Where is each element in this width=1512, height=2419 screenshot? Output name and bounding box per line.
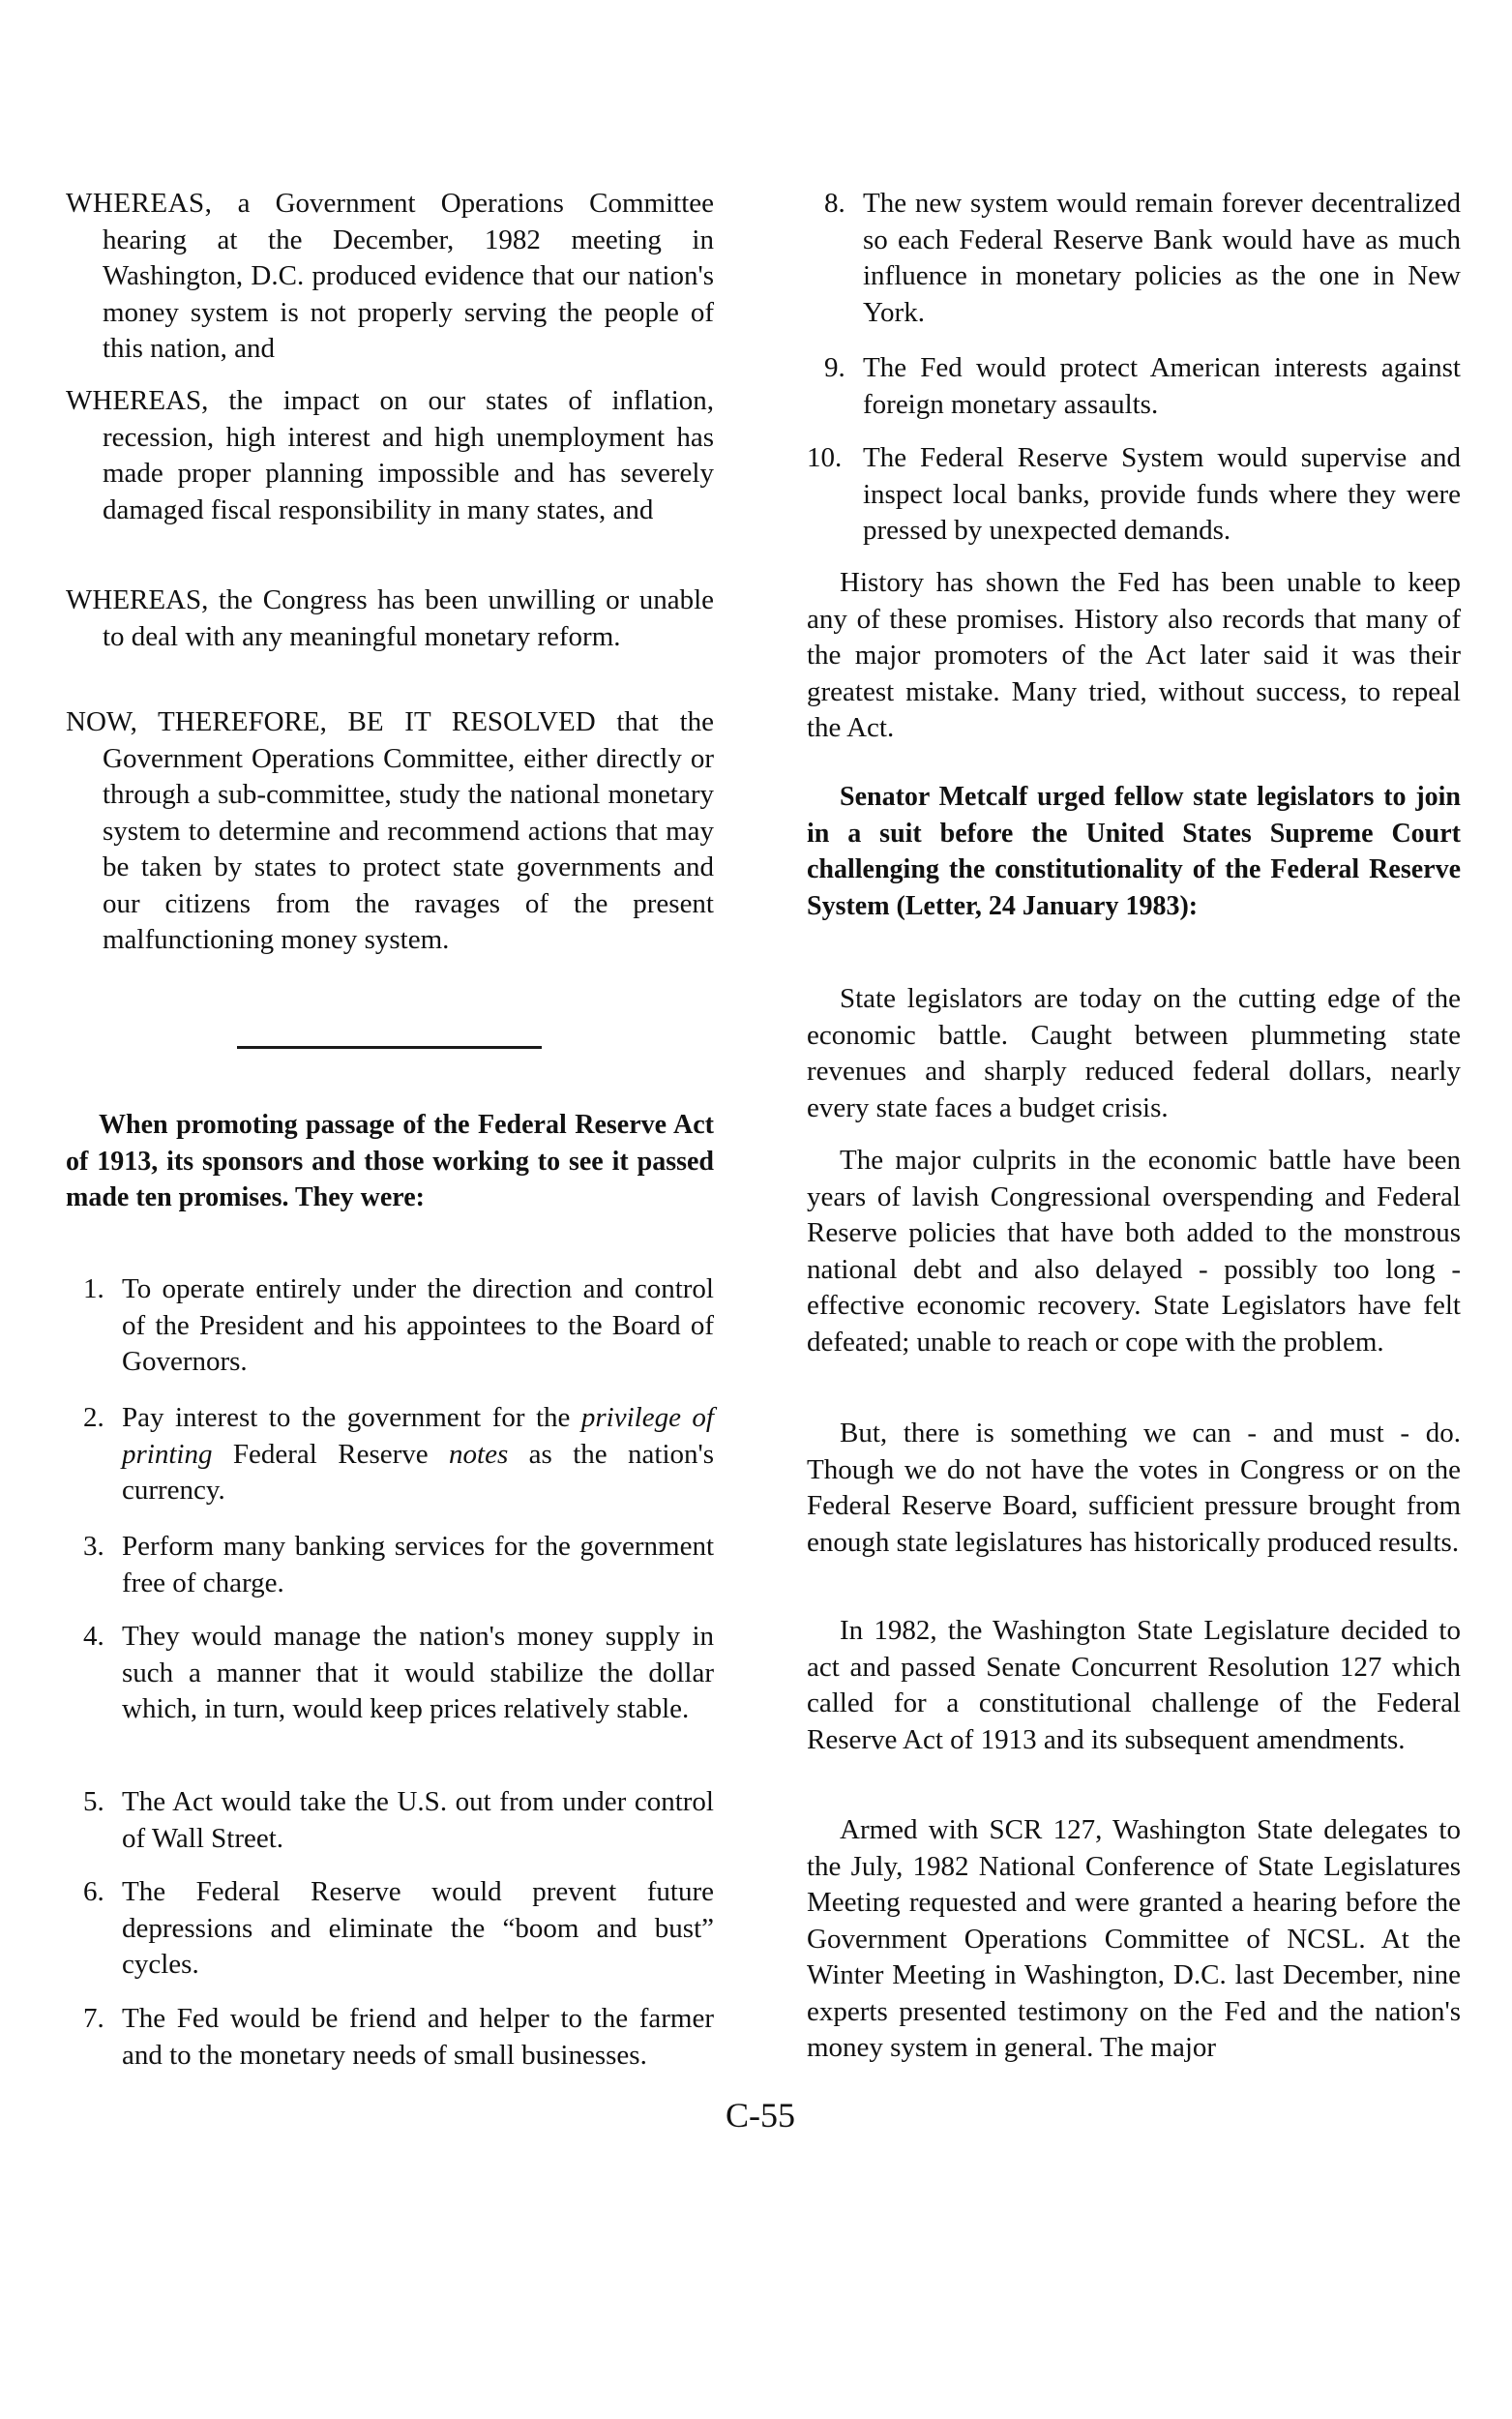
promise-number: 5.: [83, 1786, 104, 1817]
promise-number: 3.: [83, 1531, 104, 1562]
promise-item-3: [66, 1529, 714, 1601]
promise-text: The Fed would protect American interests against foreign monetary assaults.: [863, 352, 1461, 420]
promise-text: Federal Reserve: [232, 1438, 429, 1470]
section-divider: [237, 1046, 542, 1049]
resolution-lead: WHEREAS,: [66, 385, 209, 416]
promise-item-7: [66, 2001, 714, 2074]
promise-item-2: [66, 1400, 714, 1509]
promise-text: Perform many banking services for the government free of charge.: [122, 1531, 714, 1598]
resolution-whereas-2: [66, 383, 714, 528]
promises-intro-heading: When promoting passage of the Federal Reserve Act of 1913, its sponsors and those working to see it passed made ten promises. They were:: [66, 1110, 714, 1212]
promise-text: The Federal Reserve would prevent future depressions and eliminate the “boom and bust” cycles.: [122, 1876, 714, 1980]
promise-number: 9.: [824, 352, 845, 383]
history-paragraph: History has shown the Fed has been unable to keep any of these promises. History also records that many of the major promoters of the Act later said it was their greatest mistake. Many tried, without success, to repeal the Act.: [807, 567, 1461, 743]
resolution-whereas-1: [66, 186, 714, 368]
resolution-whereas-3: [66, 582, 714, 655]
resolution-text: that the Government Operations Committee, either directly or through a sub-committee, study the national monetary system to determine and recommend actions that may be taken by states to protect state governments and our citizens from the ravages of the present malfunctioning money system.: [103, 706, 714, 955]
promise-text-italic: privilege of printing: [122, 1402, 714, 1470]
promise-item-8: [807, 186, 1461, 331]
resolution-lead: NOW, THEREFORE, BE IT RESOLVED: [66, 706, 596, 737]
resolution-text: the Congress has been unwilling or unable to deal with any meaningful monetary reform.: [103, 584, 714, 652]
promise-item-9: [807, 350, 1461, 423]
resolution-text: the impact on our states of inflation, recession, high interest and high unemployment has made proper planning impossible and has severely damaged fiscal responsibility in many states, and: [103, 385, 715, 525]
promise-item-10: [807, 440, 1461, 550]
promise-number: 1.: [83, 1273, 104, 1304]
promise-text: To operate entirely under the direction and control of the President and his appointees to the Board of Governors.: [122, 1273, 714, 1377]
promise-text: The new system would remain forever decentralized so each Federal Reserve Bank would have as much influence in monetary policies as the one in New York.: [863, 188, 1461, 328]
resolution-lead: WHEREAS,: [66, 584, 209, 615]
promise-number: 8.: [824, 188, 845, 219]
resolution-now-therefore: [66, 704, 714, 959]
resolution-lead: WHEREAS,: [66, 188, 213, 219]
promise-text: They would manage the nation's money supply in such a manner that it would stabilize the dollar which, in turn, would keep prices relatively stable.: [122, 1621, 714, 1724]
promise-number: 10.: [807, 442, 843, 473]
promise-number: 6.: [83, 1876, 104, 1907]
resolution-text: a Government Operations Committee hearing at the December, 1982 meeting in Washington, D.C. produced evidence that our nation's money system is not properly serving the people of this nation, and: [103, 188, 714, 364]
promise-text: as the nation's currency.: [122, 1438, 715, 1506]
promise-item-1: [66, 1271, 714, 1381]
letter-paragraph-2: The major culprits in the economic battle have been years of lavish Congressional overspending and Federal Reserve policies that have both added to the monstrous national debt and also delayed - possibly too long - effective economic recovery. State Legislators have felt defeated; unable to reach or cope with the problem.: [807, 1145, 1461, 1358]
letter-paragraph-3: But, there is something we can - and must - do. Though we do not have the votes in Congress or on the Federal Reserve Board, sufficient pressure brought from enough state legislatures has historically produced results.: [807, 1418, 1461, 1558]
letter-paragraph-5: Armed with SCR 127, Washington State delegates to the July, 1982 National Conference of State Legislatures Meeting requested and were granted a hearing before the Government Operations Committee of NCSL. At the Winter Meeting in Washington, D.C. last December, nine experts presented testimony on the Fed and the nation's money system in general. The major: [807, 1814, 1461, 2063]
promise-number: 7.: [83, 2003, 104, 2034]
promise-number: 4.: [83, 1621, 104, 1652]
page-number: C-55: [726, 2096, 795, 2135]
promise-item-6: [66, 1874, 714, 1984]
promise-item-4: [66, 1619, 714, 1728]
promise-item-5: [66, 1784, 714, 1857]
promise-text: The Federal Reserve System would supervise and inspect local banks, provide funds where they were pressed by unexpected demands.: [863, 442, 1461, 546]
letter-paragraph-4: In 1982, the Washington State Legislature decided to act and passed Senate Concurrent Resolution 127 which called for a constitutional challenge of the Federal Reserve Act of 1913 and its subsequent amendments.: [807, 1615, 1461, 1755]
promise-number: 2.: [83, 1402, 104, 1433]
promise-text: Pay interest to the government for the: [122, 1402, 571, 1433]
letter-paragraph-1: State legislators are today on the cutting edge of the economic battle. Caught between plummeting state revenues and sharply reduced federal dollars, nearly every state faces a budget crisis.: [807, 983, 1461, 1123]
promise-text-italic: notes: [449, 1438, 509, 1470]
promise-text: The Act would take the U.S. out from under control of Wall Street.: [122, 1786, 714, 1854]
promise-text: The Fed would be friend and helper to the farmer and to the monetary needs of small businesses.: [122, 2003, 714, 2071]
metcalf-heading: Senator Metcalf urged fellow state legislators to join in a suit before the United States Supreme Court challenging the constitutionality of the Federal Reserve System (Letter, 24 January 1983):: [807, 782, 1461, 921]
